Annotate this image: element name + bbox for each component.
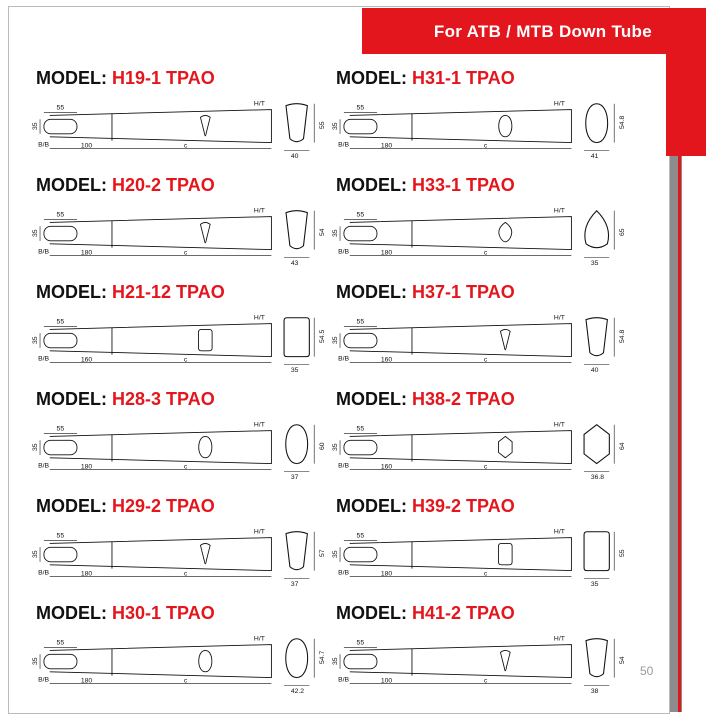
tube-outline: [50, 645, 272, 678]
tube-drawing: [16, 415, 346, 485]
dim-length-value: 100: [80, 142, 93, 150]
dim-width-value: 55: [56, 639, 65, 647]
dim-c-label: c: [483, 463, 488, 471]
header-title: For ATB / MTB Down Tube: [433, 22, 652, 41]
dim-c-label: c: [183, 677, 188, 685]
model-code: H20-2 TPAO: [112, 175, 215, 195]
dim-length-value: 180: [380, 249, 393, 257]
dim-length-value: 180: [80, 570, 93, 578]
model-title: [336, 282, 515, 303]
ht-label: H/T: [253, 314, 265, 322]
model-block: [316, 175, 626, 279]
model-code: H30-1 TPAO: [112, 603, 215, 623]
dim-length-value: 180: [380, 142, 393, 150]
section-width-value: 35: [290, 367, 299, 375]
tube-drawing: [316, 522, 646, 592]
model-title: [36, 68, 215, 89]
dim-width-value: 55: [56, 425, 65, 433]
side-red-line: [678, 156, 681, 712]
model-block: [316, 603, 626, 707]
mid-section-shape: [500, 650, 510, 670]
ht-label: H/T: [253, 421, 265, 429]
section-height-value: 54.5: [318, 329, 326, 343]
dim-length-value: 180: [80, 463, 93, 471]
bb-label: B/B: [38, 248, 50, 256]
model-block: [16, 496, 326, 600]
dim-width-value: 55: [356, 318, 365, 326]
tube-outline: [350, 217, 572, 250]
mid-section-shape: [199, 329, 213, 350]
model-block: [16, 175, 326, 279]
ht-label: H/T: [553, 528, 565, 536]
bb-label: B/B: [338, 141, 350, 149]
tube-end-oval: [344, 440, 377, 455]
tube-drawing: [316, 629, 646, 699]
dim-height-value: 35: [32, 443, 40, 451]
tube-drawing: [316, 94, 646, 164]
dim-height-value: 35: [32, 550, 40, 558]
section-width-value: 37: [290, 581, 299, 589]
tube-outline: [350, 110, 572, 143]
bb-label: B/B: [338, 462, 350, 470]
model-prefix: MODEL:: [36, 603, 112, 623]
bb-label: B/B: [38, 676, 50, 684]
tube-drawing: [316, 308, 646, 378]
section-height-value: 57: [318, 549, 326, 557]
tube-outline: [350, 431, 572, 464]
model-title: [36, 175, 215, 196]
cross-section-shape: [586, 104, 608, 143]
section-height-value: 65: [618, 228, 626, 236]
bb-label: B/B: [38, 569, 50, 577]
mid-section-shape: [499, 543, 513, 564]
model-prefix: MODEL:: [36, 68, 112, 88]
model-prefix: MODEL:: [336, 496, 412, 516]
dim-length-value: 180: [80, 249, 93, 257]
bb-label: B/B: [38, 462, 50, 470]
mid-section-shape: [199, 436, 212, 457]
dim-length-value: 180: [80, 677, 93, 685]
model-prefix: MODEL:: [336, 603, 412, 623]
dim-c-label: c: [183, 249, 188, 257]
tube-outline: [50, 431, 272, 464]
dim-width-value: 55: [56, 532, 65, 540]
model-title: [336, 496, 515, 517]
page-number: 50: [640, 664, 654, 678]
tube-outline: [350, 324, 572, 357]
model-block: [316, 389, 626, 493]
model-block: [316, 282, 626, 386]
mid-section-shape: [200, 115, 210, 135]
bb-label: B/B: [338, 569, 350, 577]
model-title: [36, 389, 215, 410]
tube-end-oval: [344, 547, 377, 562]
dim-length-value: 160: [380, 463, 393, 471]
section-height-value: 54.7: [318, 650, 326, 664]
cross-section-shape: [286, 425, 308, 464]
cross-section-shape: [585, 211, 609, 248]
header-bar: [362, 8, 666, 54]
section-height-value: 55: [618, 549, 626, 557]
model-code: H41-2 TPAO: [412, 603, 515, 623]
cross-section-shape: [286, 532, 307, 570]
dim-width-value: 55: [56, 211, 65, 219]
dim-height-value: 35: [32, 336, 40, 344]
dim-length-value: 180: [380, 570, 393, 578]
section-width-value: 40: [290, 153, 299, 161]
model-prefix: MODEL:: [336, 175, 412, 195]
dim-c-label: c: [483, 249, 488, 257]
dim-width-value: 55: [356, 211, 365, 219]
model-code: H37-1 TPAO: [412, 282, 515, 302]
section-width-value: 40: [590, 367, 599, 375]
model-block: [16, 389, 326, 493]
bb-label: B/B: [338, 676, 350, 684]
dim-height-value: 35: [32, 229, 40, 237]
ht-label: H/T: [253, 635, 265, 643]
model-block: [16, 68, 326, 172]
model-code: H38-2 TPAO: [412, 389, 515, 409]
section-width-value: 35: [590, 260, 599, 268]
tube-end-oval: [44, 654, 77, 669]
cross-section-shape: [586, 318, 607, 356]
mid-section-shape: [200, 543, 210, 563]
dim-c-label: c: [483, 142, 488, 150]
tube-end-oval: [44, 547, 77, 562]
model-code: H33-1 TPAO: [412, 175, 515, 195]
dim-width-value: 55: [356, 425, 365, 433]
dim-c-label: c: [183, 356, 188, 364]
bb-label: B/B: [38, 141, 50, 149]
ht-label: H/T: [253, 528, 265, 536]
section-width-value: 38: [590, 688, 599, 696]
side-red-block: [666, 8, 706, 156]
dim-height-value: 35: [332, 229, 340, 237]
tube-end-oval: [44, 226, 77, 241]
ht-label: H/T: [553, 421, 565, 429]
section-width-value: 36.8: [590, 474, 605, 482]
tube-end-oval: [44, 440, 77, 455]
model-prefix: MODEL:: [36, 282, 112, 302]
dim-c-label: c: [183, 142, 188, 150]
model-block: [316, 68, 626, 172]
dim-height-value: 35: [32, 122, 40, 130]
tube-end-oval: [44, 333, 77, 348]
model-block: [16, 282, 326, 386]
dim-width-value: 55: [356, 104, 365, 112]
dim-height-value: 35: [32, 657, 40, 665]
bb-label: B/B: [38, 355, 50, 363]
dim-length-value: 160: [380, 356, 393, 364]
cross-section-shape: [584, 532, 609, 571]
tube-end-oval: [344, 654, 377, 669]
bb-label: B/B: [338, 248, 350, 256]
section-width-value: 37: [290, 474, 299, 482]
dim-width-value: 55: [56, 318, 65, 326]
cross-section-shape: [286, 639, 308, 678]
ht-label: H/T: [553, 207, 565, 215]
section-height-value: 54.8: [618, 115, 626, 129]
section-height-value: 64: [618, 442, 626, 450]
model-title: [36, 603, 215, 624]
model-code: H28-3 TPAO: [112, 389, 215, 409]
ht-label: H/T: [553, 314, 565, 322]
model-code: H21-12 TPAO: [112, 282, 225, 302]
dim-length-value: 100: [380, 677, 393, 685]
tube-drawing: [16, 308, 346, 378]
dim-c-label: c: [483, 356, 488, 364]
tube-end-oval: [344, 226, 377, 241]
cross-section-shape: [584, 425, 609, 464]
cross-section-shape: [286, 104, 307, 142]
dim-height-value: 35: [332, 657, 340, 665]
mid-section-shape: [200, 222, 210, 242]
dim-length-value: 160: [80, 356, 93, 364]
section-width-value: 42.2: [290, 688, 305, 696]
ht-label: H/T: [253, 100, 265, 108]
section-width-value: 35: [590, 581, 599, 589]
tube-drawing: [316, 415, 646, 485]
mid-section-shape: [499, 115, 512, 136]
section-height-value: 54: [618, 656, 626, 664]
mid-section-shape: [499, 436, 513, 457]
ht-label: H/T: [553, 635, 565, 643]
dim-c-label: c: [483, 677, 488, 685]
tube-drawing: [16, 201, 346, 271]
tube-drawing: [16, 522, 346, 592]
bb-label: B/B: [338, 355, 350, 363]
tube-end-oval: [344, 119, 377, 134]
section-height-value: 55: [318, 121, 326, 129]
dim-width-value: 55: [356, 639, 365, 647]
cross-section-shape: [284, 318, 309, 357]
dim-height-value: 35: [332, 336, 340, 344]
mid-section-shape: [499, 222, 512, 241]
tube-outline: [50, 217, 272, 250]
ht-label: H/T: [253, 207, 265, 215]
dim-width-value: 55: [56, 104, 65, 112]
tube-outline: [50, 110, 272, 143]
section-width-value: 43: [290, 260, 299, 268]
model-code: H29-2 TPAO: [112, 496, 215, 516]
model-block: [316, 496, 626, 600]
model-prefix: MODEL:: [336, 282, 412, 302]
dim-height-value: 35: [332, 443, 340, 451]
tube-drawing: [16, 94, 346, 164]
model-block: [16, 603, 326, 707]
dim-width-value: 55: [356, 532, 365, 540]
model-code: H19-1 TPAO: [112, 68, 215, 88]
model-code: H31-1 TPAO: [412, 68, 515, 88]
tube-outline: [50, 538, 272, 571]
dim-c-label: c: [183, 463, 188, 471]
tube-end-oval: [344, 333, 377, 348]
dim-height-value: 35: [332, 122, 340, 130]
cross-section-shape: [286, 211, 307, 249]
model-prefix: MODEL:: [36, 389, 112, 409]
model-prefix: MODEL:: [36, 175, 112, 195]
tube-outline: [350, 538, 572, 571]
section-width-value: 41: [590, 153, 599, 161]
model-title: [336, 603, 515, 624]
section-height-value: 60: [318, 442, 326, 450]
dim-height-value: 35: [332, 550, 340, 558]
model-title: [336, 175, 515, 196]
model-prefix: MODEL:: [36, 496, 112, 516]
ht-label: H/T: [553, 100, 565, 108]
model-prefix: MODEL:: [336, 389, 412, 409]
section-height-value: 54: [318, 228, 326, 236]
tube-outline: [350, 645, 572, 678]
tube-outline: [50, 324, 272, 357]
model-code: H39-2 TPAO: [412, 496, 515, 516]
model-title: [336, 389, 515, 410]
section-height-value: 54.8: [618, 329, 626, 343]
mid-section-shape: [199, 650, 212, 671]
model-title: [36, 496, 215, 517]
model-prefix: MODEL:: [336, 68, 412, 88]
model-title: [36, 282, 225, 303]
dim-c-label: c: [183, 570, 188, 578]
tube-end-oval: [44, 119, 77, 134]
model-title: [336, 68, 515, 89]
mid-section-shape: [500, 329, 510, 349]
cross-section-shape: [586, 639, 607, 677]
dim-c-label: c: [483, 570, 488, 578]
tube-drawing: [16, 629, 346, 699]
tube-drawing: [316, 201, 646, 271]
